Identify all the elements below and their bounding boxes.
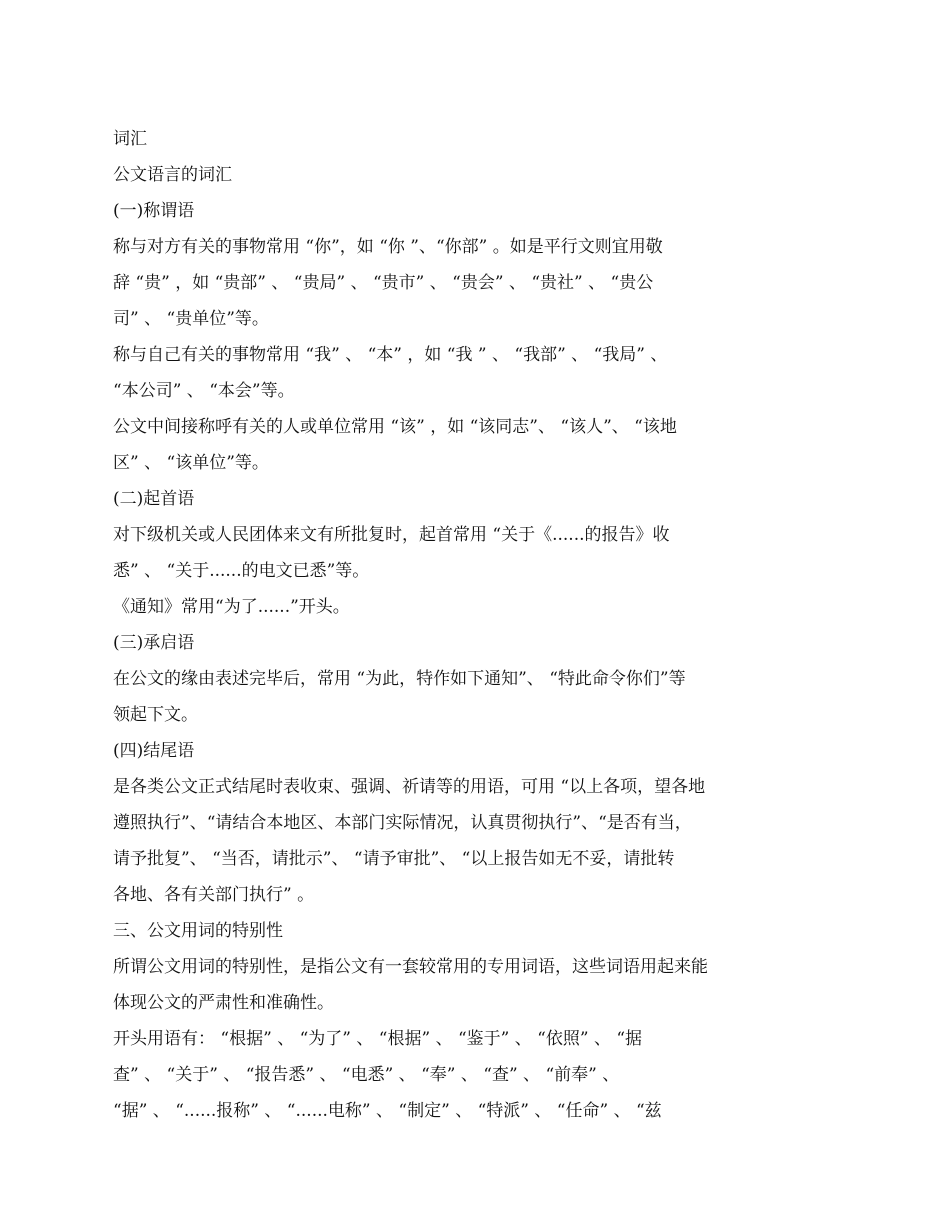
paragraph-line: 开头用语有： “根据” 、 “为了” 、 “根据” 、 “鉴于” 、 “依照” 、 “据 <box>113 1029 643 1049</box>
paragraph-line: 司” 、 “贵单位”等。 <box>113 309 269 329</box>
paragraph-line: 所谓公文用词的特别性，是指公文有一套较常用的专用词语，这些词语用起来能 <box>113 957 708 977</box>
paragraph-line: 辞 “贵” ，如 “贵部” 、 “贵局” 、 “贵市” 、 “贵会” 、 “贵社” 、 “贵公 <box>113 273 654 293</box>
document-body <box>113 121 793 1129</box>
paragraph-line: “本公司” 、 “本会”等。 <box>113 381 295 401</box>
section-heading: 词汇 <box>113 129 147 149</box>
paragraph-line: 公文中间接称呼有关的人或单位常用 “该” ，如 “该同志”、 “该人”、 “该地 <box>113 417 677 437</box>
subsection-heading: (一)称谓语 <box>113 201 195 221</box>
section-heading: 公文语言的词汇 <box>113 165 232 185</box>
subsection-heading: (三)承启语 <box>113 633 195 653</box>
paragraph-line: “据” 、 “......报称” 、 “......电称” 、 “制定” 、 “特派” 、 “任命” 、 “兹 <box>113 1101 662 1121</box>
paragraph-line: 遵照执行”、“请结合本地区、本部门实际情况，认真贯彻执行”、“是否有当， <box>113 813 692 833</box>
paragraph-line: 悉” 、 “关于......的电文已悉”等。 <box>113 561 370 581</box>
paragraph-line: 请予批复”、 “当否，请批示”、 “请予审批”、 “以上报告如无不妥，请批转 <box>113 849 675 869</box>
subsection-heading: (四)结尾语 <box>113 741 195 761</box>
paragraph-line: 对下级机关或人民团体来文有所批复时，起首常用 “关于《......的报告》收 <box>113 525 670 545</box>
paragraph-line: 查” 、 “关于” 、 “报告悉” 、 “电悉” 、 “奉” 、 “查” 、 “前奉” 、 <box>113 1065 620 1085</box>
paragraph-line: 称与对方有关的事物常用 “你”，如 “你 ”、“你部” 。如是平行文则宜用敬 <box>113 237 663 257</box>
paragraph-line: 各地、各有关部门执行” 。 <box>113 885 315 905</box>
paragraph-line: 在公文的缘由表述完毕后，常用 “为此，特作如下通知”、 “特此命令你们”等 <box>113 669 686 689</box>
subsection-heading: (二)起首语 <box>113 489 195 509</box>
paragraph-line: 体现公文的严肃性和准确性。 <box>113 993 334 1013</box>
paragraph-line: 领起下文。 <box>113 705 198 725</box>
paragraph-line: 是各类公文正式结尾时表收束、强调、祈请等的用语，可用 “以上各项，望各地 <box>113 777 706 797</box>
paragraph-line: 区” 、 “该单位”等。 <box>113 453 269 473</box>
paragraph-line: 《通知》常用“为了......”开头。 <box>113 597 350 617</box>
section-heading: 三、公文用词的特别性 <box>113 921 283 941</box>
paragraph-line: 称与自己有关的事物常用 “我” 、 “本” ，如 “我 ” 、 “我部” 、 “我局” 、 <box>113 345 668 365</box>
